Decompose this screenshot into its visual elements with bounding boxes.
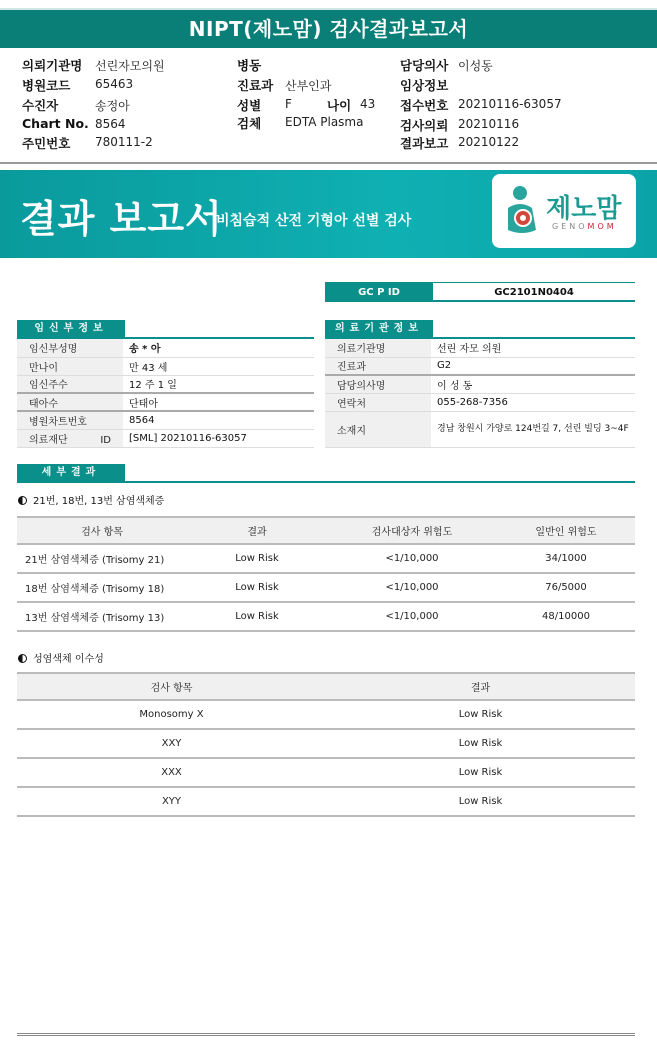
gc-pid-label: GC P ID [325, 283, 433, 302]
info-key: 소재지 [325, 411, 431, 447]
pregnant-info-table [17, 339, 314, 448]
meta-value: 20210116 [458, 117, 520, 131]
meta-label: 결과보고 [400, 136, 449, 151]
table-cell: Low Risk [187, 602, 327, 631]
half-circle-icon [18, 496, 27, 505]
info-value: 8564 [123, 411, 314, 429]
info-value: 송 * 아 [123, 339, 314, 357]
meta-label: 성별 [237, 98, 262, 113]
meta-label: 병원코드 [22, 78, 71, 93]
half-circle-icon [18, 654, 27, 663]
meta-value: 8564 [95, 117, 126, 131]
info-key: 임신주수 [17, 375, 123, 393]
meta-label: 검체 [237, 116, 262, 131]
mother-baby-icon [502, 184, 544, 238]
banner-title: 결과 보고서 [20, 197, 223, 241]
institution-info-header: 의료기관정보 [325, 320, 433, 338]
institution-info-table [325, 339, 635, 448]
info-key: 의료재단 ID [17, 429, 123, 447]
table-row [17, 700, 635, 729]
meta-label: 의뢰기관명 [22, 58, 83, 73]
table-cell: 21번 삼염색체증 (Trisomy 21) [17, 544, 187, 573]
table-cell: 13번 삼염색체증 (Trisomy 13) [17, 602, 187, 631]
meta-value: 산부인과 [285, 79, 332, 93]
info-value: [SML] 20210116-63057 [123, 429, 314, 447]
table-cell: XXX [17, 758, 326, 787]
sex-chromosome-table [17, 672, 635, 817]
column-header: 검사대상자 위험도 [327, 517, 497, 544]
table-row [17, 544, 635, 573]
table-cell: Low Risk [326, 700, 635, 729]
info-value: 만 43 세 [123, 357, 314, 375]
table-row [17, 729, 635, 758]
gc-pid-value: GC2101N0404 [494, 287, 574, 298]
info-value: G2 [431, 357, 635, 375]
report-title-bar [0, 8, 657, 48]
meta-label: 수진자 [22, 98, 59, 113]
column-header: 검사 항목 [17, 673, 326, 700]
report-title: NIPT(제노맘) 검사결과보고서 [188, 17, 469, 41]
meta-label: 담당의사 [400, 58, 449, 73]
table-cell: Low Risk [187, 544, 327, 573]
meta-label: 검사의뢰 [400, 118, 449, 133]
info-key: 의료기관명 [325, 339, 431, 357]
table-cell: Low Risk [326, 758, 635, 787]
table-cell: 18번 삼염색체증 (Trisomy 18) [17, 573, 187, 602]
table-cell: Low Risk [326, 787, 635, 816]
info-value: 단태아 [123, 393, 314, 411]
info-key: 병원차트번호 [17, 411, 123, 429]
info-key: 임신부성명 [17, 339, 123, 357]
divider [0, 162, 657, 164]
column-header: 결과 [187, 517, 327, 544]
table-cell: Monosomy X [17, 700, 326, 729]
meta-label: 접수번호 [400, 98, 449, 113]
table-row [17, 573, 635, 602]
table-cell: 48/10000 [497, 602, 635, 631]
info-value: 경남 창원시 가양로 124번길 7, 선린 빌딩 3~4F [431, 411, 635, 447]
info-key: 담당의사명 [325, 375, 431, 393]
table-cell: XXY [17, 729, 326, 758]
gc-pid-box [325, 282, 635, 302]
meta-label: Chart No. [22, 116, 89, 131]
meta-value: 이성동 [458, 59, 493, 73]
meta-value: EDTA Plasma [285, 115, 364, 129]
meta-value: 선린자모의원 [95, 59, 165, 73]
info-value: 선린 자모 의원 [431, 339, 635, 357]
table-cell: Low Risk [187, 573, 327, 602]
meta-value: 65463 [95, 77, 134, 91]
banner-subtitle: 비침습적 산전 기형아 선별 검사 [216, 213, 412, 229]
footer-divider [17, 1033, 635, 1036]
table-cell: 34/1000 [497, 544, 635, 573]
info-key: 태아수 [17, 393, 123, 411]
table-cell: XYY [17, 787, 326, 816]
section-rule [17, 481, 635, 483]
table-cell: Low Risk [326, 729, 635, 758]
meta-label: 임상정보 [400, 78, 449, 93]
table-cell: <1/10,000 [327, 573, 497, 602]
column-header: 검사 항목 [17, 517, 187, 544]
logo-subtext: GENOMOM [552, 222, 617, 231]
trisomy-subtitle: 21번, 18번, 13번 삼염색체증 [18, 492, 164, 507]
sex-chromosome-subtitle: 성염색체 이수성 [18, 650, 104, 665]
table-cell: 76/5000 [497, 573, 635, 602]
meta-value: 20210122 [458, 135, 520, 149]
details-header: 세부결과 [17, 464, 125, 482]
meta-value: F [285, 97, 292, 111]
meta-label: 주민번호 [22, 136, 71, 151]
info-key: 만나이 [17, 357, 123, 375]
table-row [17, 787, 635, 816]
table-row [17, 602, 635, 631]
table-cell: <1/10,000 [327, 602, 497, 631]
table-row [17, 758, 635, 787]
column-header: 결과 [326, 673, 635, 700]
column-header: 일반인 위험도 [497, 517, 635, 544]
meta-value: 20210116-63057 [458, 97, 562, 111]
meta-value: 송정아 [95, 99, 130, 113]
info-value: 이 성 동 [431, 375, 635, 393]
logo-text: 제노맘 [546, 194, 622, 224]
patient-meta [0, 54, 657, 164]
genomom-logo [492, 174, 636, 248]
table-cell: <1/10,000 [327, 544, 497, 573]
info-value: 055-268-7356 [431, 393, 635, 411]
meta-value: 780111-2 [95, 135, 153, 149]
meta-label: 나이 [327, 98, 352, 113]
meta-label: 진료과 [237, 78, 274, 93]
info-key: 진료과 [325, 357, 431, 375]
meta-label: 병동 [237, 58, 262, 73]
trisomy-table [17, 516, 635, 632]
info-key: 연락처 [325, 393, 431, 411]
pregnant-info-header: 임신부정보 [17, 320, 125, 338]
info-value: 12 주 1 일 [123, 375, 314, 393]
meta-value: 43 [360, 97, 376, 111]
